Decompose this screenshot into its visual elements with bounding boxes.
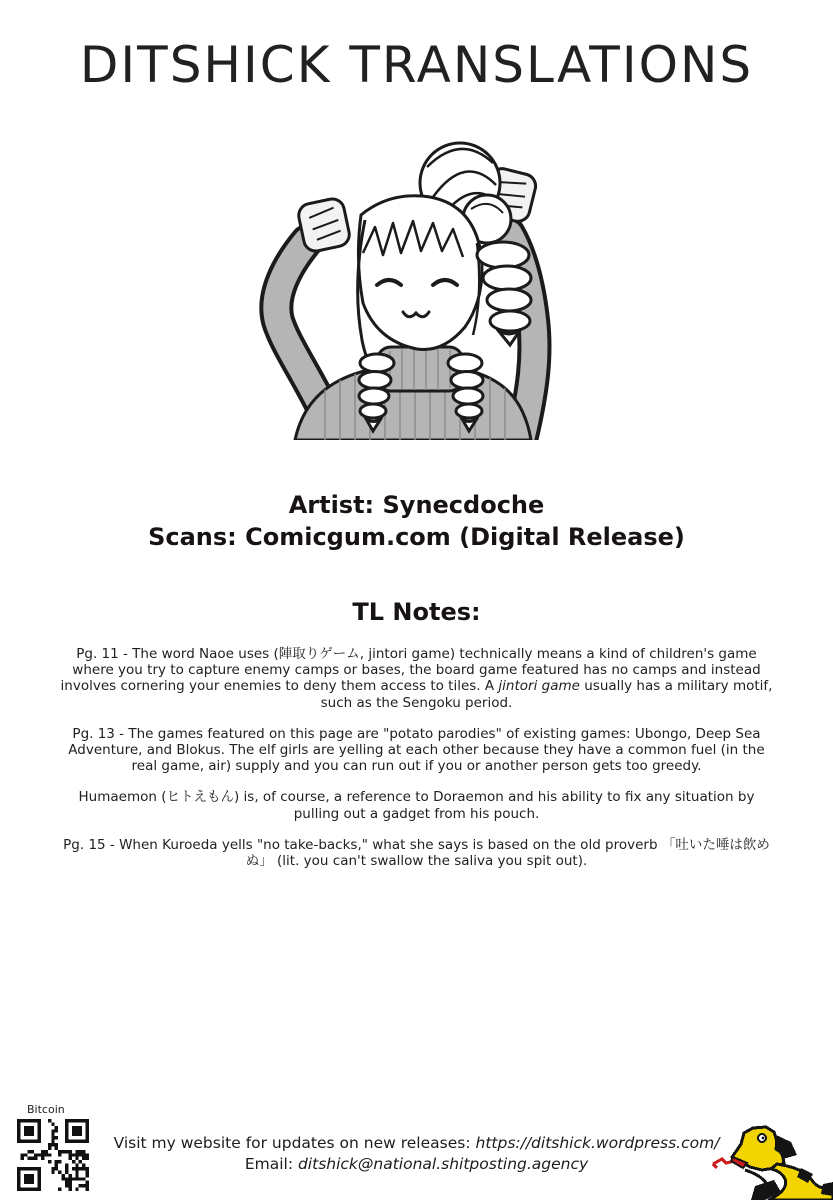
footer-links	[0, 1133, 833, 1174]
tl-note-pg13: Pg. 13 - The games featured on this page are "potato parodies" of existing games: Ubongo, Deep Sea Adventure, and Blokus. The elf girls are yelling at each other because they have a common fuel (in the real game, air) supply and you can run out if you or another person gets too greedy.	[68, 725, 765, 775]
tl-note-pg11	[56, 646, 777, 711]
credits-block	[0, 489, 833, 553]
snake-icon	[711, 1122, 833, 1200]
face	[358, 196, 482, 350]
tl-notes-heading: TL Notes:	[352, 598, 481, 626]
website-url: https://ditshick.wordpress.com/	[475, 1134, 720, 1152]
website-line	[0, 1133, 833, 1154]
tl-notes-list	[56, 646, 777, 884]
email-line	[0, 1154, 833, 1175]
page-title: DITSHICK TRANSLATIONS	[79, 36, 754, 94]
bitcoin-label: Bitcoin	[27, 1103, 65, 1116]
email-label: Email:	[244, 1154, 298, 1173]
manga-illustration	[225, 135, 560, 440]
tl-note-pg11-text-end: usually has a military motif, such as the Sengoku period.	[320, 678, 773, 711]
website-label: Visit my website for updates on new releases:	[113, 1134, 476, 1152]
tl-note-pg11-italic: jintori game	[498, 678, 580, 695]
tl-note-humaemon: Humaemon (ヒトえもん) is, of course, a reference to Doraemon and his ability to fix any situation by pulling out a gadget from his pouch.	[78, 789, 755, 822]
drill-ringlet-right	[477, 242, 531, 345]
tl-note-pg11-text: Pg. 11 - The word Naoe uses (陣取りゲーム, jintori game) technically means a kind of children's game where you try to capture enemy camps or bases, the board game featured has no camps and instead involves cornering your enemies to deny them access to tiles. A	[60, 646, 761, 695]
artist-credit: Artist: Synecdoche	[288, 491, 545, 519]
scans-credit: Scans: Comicgum.com (Digital Release)	[148, 523, 685, 551]
tl-note-pg15: Pg. 15 - When Kuroeda yells "no take-backs," what she says is based on the old proverb 「吐いた唾は飲めぬ」 (lit. you can't swallow the saliva you spit out).	[63, 836, 770, 870]
email-address: ditshick@national.shitposting.agency	[297, 1154, 589, 1173]
